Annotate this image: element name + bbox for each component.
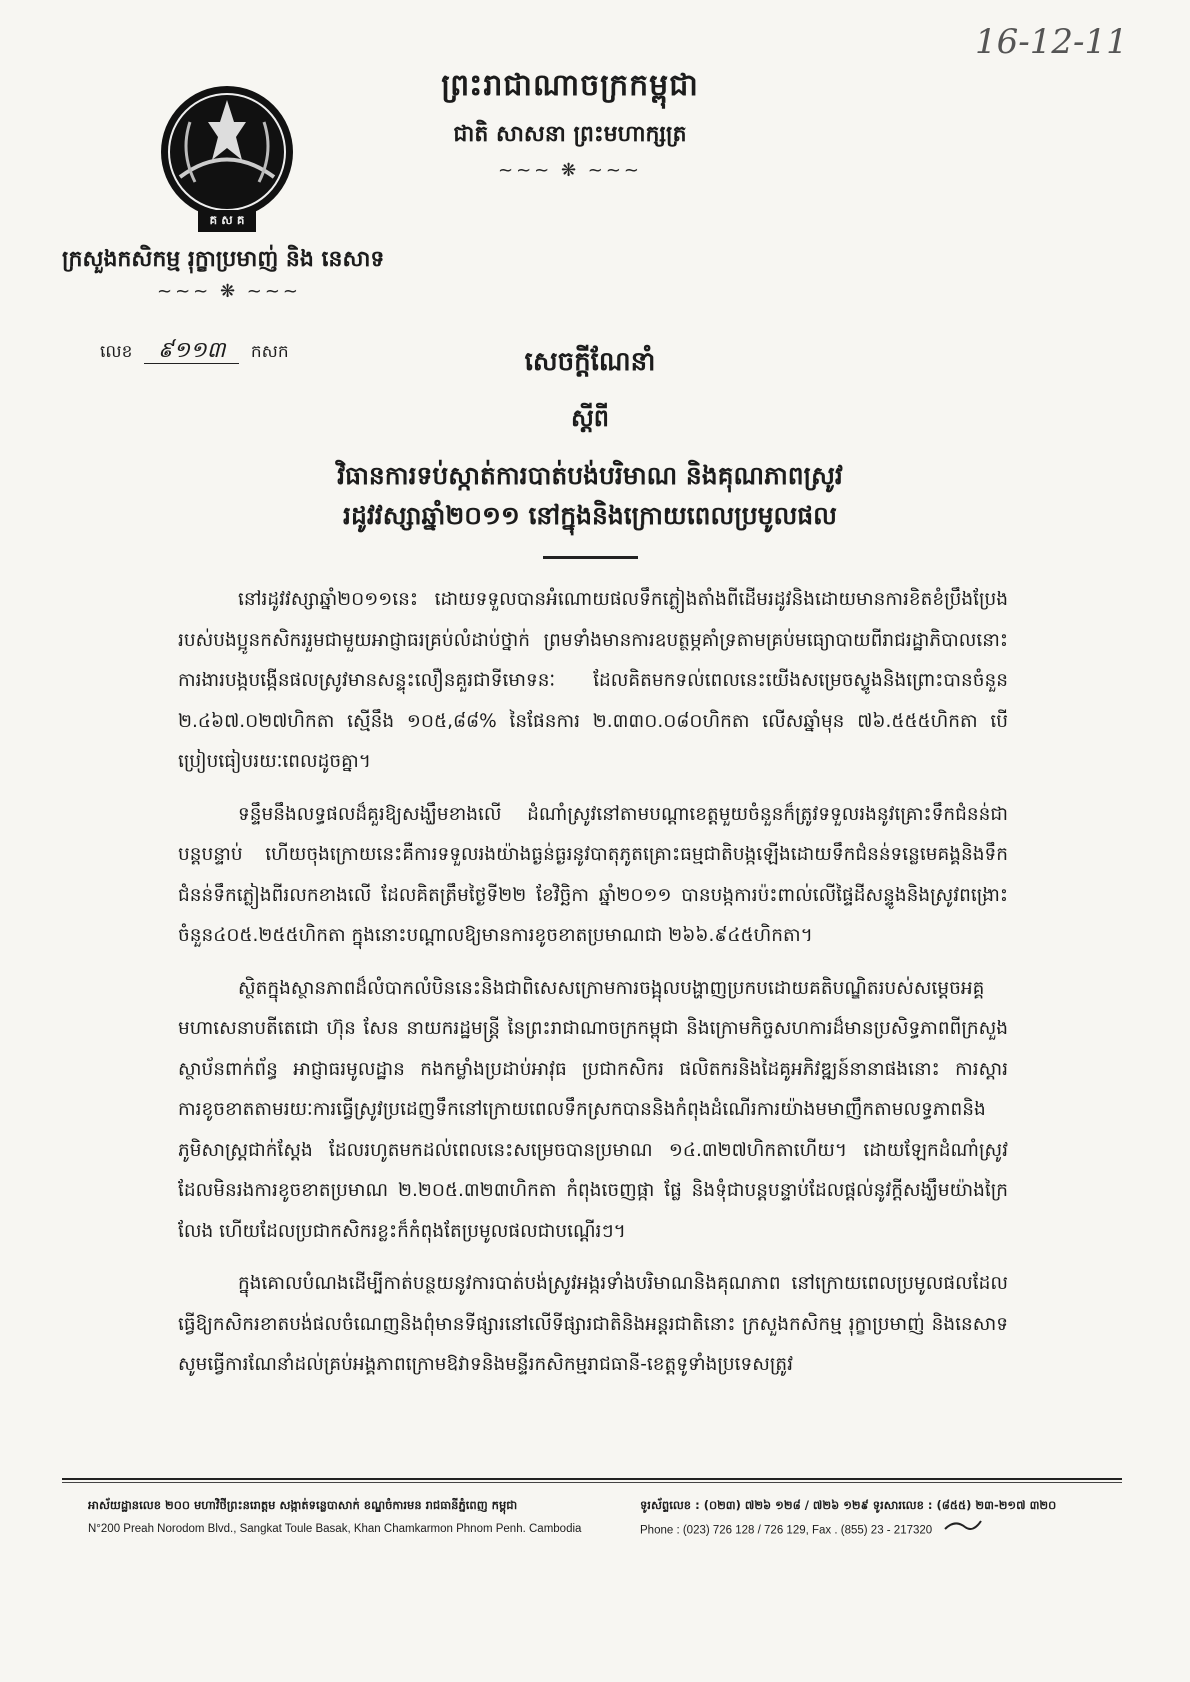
reference-number-value: ៩១១៣ xyxy=(144,338,240,364)
document-type: សេចក្តីណែនាំ xyxy=(524,347,656,377)
body-paragraph: នៅរដូវវស្សាឆ្នាំ២០១១នេះ ដោយទទួលបានអំណោយផលទឹកភ្លៀងតាំងពីដើមរដូវនិងដោយមានការខិតខំប្រឹងប្រែងរបស់បងប្អូនកសិកររួមជាមួយអាជ្ញាធរគ្រប់លំដាប់ថ្នាក់ ព្រមទាំងមានការឧបត្ថម្ភគាំទ្រតាមគ្រប់មធ្យោបាយពីរាជរដ្ឋាភិបាលនោះ ការងារបង្កបង្កើនផលស្រូវមានសន្ទុះលឿនគួរជាទីមោទនៈ ដែលគិតមកទល់ពេលនេះយើងសម្រេចស្ទូងនិងព្រោះបានចំនួន ២.៤៦៧.០២៧ហិកតា ស្មើនឹង ១០៥,៨៨% នៃផែនការ ២.៣៣០.០៨០ហិកតា លើសឆ្នាំមុន ៧៦.៥៥៥ហិកតា បើប្រៀបធៀបរយៈពេលដូចគ្នា។ xyxy=(178,589,1008,772)
ornament-divider-icon: ~~~ ❋ ~~~ xyxy=(157,281,302,302)
ministry-name: ក្រសួងកសិកម្ម រុក្ខាប្រមាញ់ និង នេសាទ xyxy=(62,247,385,272)
phone-fax-text: Phone : (023) 726 128 / 726 129, Fax . (855) 23 - 217320 xyxy=(640,1524,933,1537)
phone-english xyxy=(640,1517,1120,1544)
phone-khmer: ទូរស័ព្ទលេខ : (០២៣) ៧២៦ ១២៨ / ៧២៦ ១២៩ ទូរសារលេខ : (៨៥៥) ២៣-២១៧ ៣២០ xyxy=(640,1498,1057,1512)
footer-divider xyxy=(62,1478,1122,1480)
ministry-header xyxy=(62,245,442,302)
reference-code: កសក xyxy=(250,342,289,362)
document-subject xyxy=(180,456,1000,536)
body-paragraph: ស្ថិតក្នុងស្ថានភាពដ៏លំបាកលំបិននេះនិងជាពិសេសក្រោមការចង្អុលបង្ហាញប្រកបដោយគតិបណ្ឌិតរបស់សម្តេចអគ្គមហាសេនាបតីតេជោ ហ៊ុន សែន នាយករដ្ឋមន្ត្រី នៃព្រះរាជាណាចក្រកម្ពុជា និងក្រោមកិច្ចសហការដ៏មានប្រសិទ្ធភាពពីក្រសួង ស្ថាប័នពាក់ព័ន្ធ អាជ្ញាធរមូលដ្ឋាន កងកម្លាំងប្រដាប់អាវុធ ប្រជាកសិករ ផលិតករនិងដៃគូអភិវឌ្ឍន៍នានាផងនោះ ការស្តារការខូចខាតតាមរយៈការធ្វើស្រូវប្រដេញទឹកនៅក្រោយពេលទឹកស្រកបាននិងកំពុងដំណើរការយ៉ាងមមាញឹកតាមលទ្ធភាពនិងភូមិសាស្ត្រជាក់ស្តែង ដែលរហូតមកដល់ពេលនេះសម្រេចបានប្រមាណ ១៤.៣២៧ហិកតាហើយ។ ដោយឡែកដំណាំស្រូវដែលមិនរងការខូចខាតប្រមាណ ២.២០៥.៣២៣ហិកតា កំពុងចេញផ្កា ផ្លែ និងទុំជាបន្តបន្ទាប់ដែលផ្តល់នូវក្តីសង្ឃឹមយ៉ាងក្រៃលែង ហើយដែលប្រជាកសិករខ្លះក៏កំពុងតែប្រមូលផលជាបណ្តើរៗ។ xyxy=(178,977,1008,1242)
emblem-label: គ ស គ xyxy=(209,213,245,227)
document-body xyxy=(178,580,1008,1398)
national-motto: ជាតិ សាសនា ព្រះមហាក្សត្រ xyxy=(453,122,687,147)
address-khmer: អាស័យដ្ឋានលេខ ២០០ មហាវិថីព្រះនរោត្តម សង្កាត់ទន្លេបាសាក់ ខណ្ឌចំការមន រាជធានីភ្នំពេញ កម្ពុជា xyxy=(88,1498,518,1512)
reference-prefix: លេខ xyxy=(100,342,133,362)
kingdom-title: ព្រះរាជាណាចក្រកម្ពុជា xyxy=(441,68,699,103)
title-about: ស្តីពី xyxy=(570,404,610,432)
title-divider xyxy=(543,556,638,559)
stamp-mark-icon xyxy=(943,1517,983,1544)
footer-address xyxy=(88,1493,608,1541)
kingdom-header xyxy=(410,66,730,181)
footer-contact xyxy=(640,1493,1120,1544)
subject-line-2: រដូវវស្សាឆ្នាំ២០១១ នៅក្នុងនិងក្រោយពេលប្រមូលផល xyxy=(343,501,837,530)
footer-divider xyxy=(62,1482,1122,1483)
body-paragraph: ទន្ទឹមនឹងលទ្ធផលដ៏គួរឱ្យសង្ឃឹមខាងលើ ដំណាំស្រូវនៅតាមបណ្តាខេត្តមួយចំនួនក៏ត្រូវទទួលរងនូវគ្រោះទឹកជំនន់ជាបន្តបន្ទាប់ ហើយចុងក្រោយនេះគឺការទទួលរងយ៉ាងធ្ងន់ធ្ងរនូវបាតុភូតគ្រោះធម្មជាតិបង្កឡើងដោយទឹកជំនន់ទន្លេមេគង្គនិងទឹកជំនន់ទឹកភ្លៀងពីរលកខាងលើ ដែលគិតត្រឹមថ្ងៃទី២២ ខែវិច្ឆិកា ឆ្នាំ២០១១ បានបង្កការប៉ះពាល់លើផ្ទៃដីសន្ទូងនិងស្រូវពង្រោះចំនួន៤០៥.២៥៥ហិកតា ក្នុងនោះបណ្តាលឱ្យមានការខូចខាតប្រមាណជា ២៦៦.៩៤៥ហិកតា។ xyxy=(178,803,1008,946)
document-title-block xyxy=(180,345,1000,559)
body-paragraph: ក្នុងគោលបំណងដើម្បីកាត់បន្ថយនូវការបាត់បង់ស្រូវអង្ករទាំងបរិមាណនិងគុណភាព នៅក្រោយពេលប្រមូលផលដែលធ្វើឱ្យកសិករខាតបង់ផលចំណេញនិងពុំមានទីផ្សារនៅលើទីផ្សារជាតិនិងអន្តរជាតិនោះ ក្រសួងកសិកម្ម រុក្ខាប្រមាញ់ និងនេសាទ សូមធ្វើការណែនាំដល់គ្រប់អង្គភាពក្រោមឱវាទនិងមន្ទីរកសិកម្មរាជធានី-ខេត្តទូទាំងប្រទេសត្រូវ xyxy=(178,1273,1008,1375)
address-english: N°200 Preah Norodom Blvd., Sangkat Toule Basak, Khan Chamkarmon Phnom Penh. Cambodia xyxy=(88,1523,582,1535)
handwritten-date: 16-12-11 xyxy=(975,22,1128,62)
ornament-divider-icon: ~~~ ❋ ~~~ xyxy=(497,160,643,181)
ministry-emblem-icon xyxy=(150,82,305,242)
subject-line-1: វិធានការទប់ស្កាត់ការបាត់បង់បរិមាណ និងគុណភាពស្រូវ xyxy=(337,461,843,490)
